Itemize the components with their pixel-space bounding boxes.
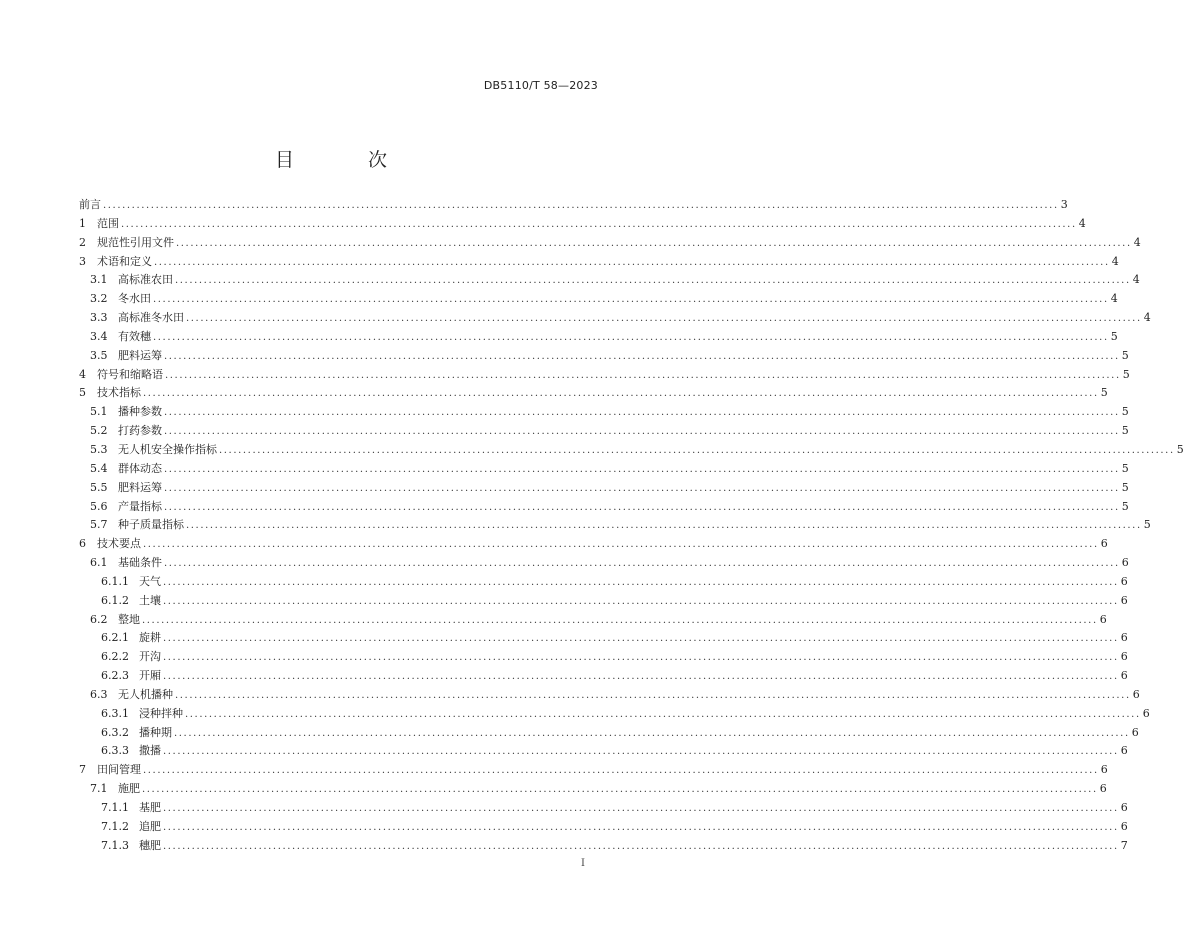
- toc-entry-title: 符号和缩略语: [97, 367, 163, 381]
- toc-entry[interactable]: [79, 648, 1128, 667]
- dot-leader: ........................................................................................................................................................................................................: [163, 840, 1119, 852]
- toc-entry[interactable]: [79, 271, 1140, 290]
- dot-leader: ........................................................................................................................................................................................................: [163, 803, 1119, 814]
- toc-entry-title: 基肥: [139, 801, 161, 814]
- toc-entry[interactable]: [79, 837, 1128, 856]
- toc-entry[interactable]: [79, 498, 1129, 517]
- toc-entry-label: [79, 253, 152, 272]
- toc-entry-title: 范围: [97, 216, 119, 230]
- toc-entry-label: [79, 215, 119, 234]
- table-of-contents: [79, 196, 1184, 856]
- toc-entry-number: 1: [79, 216, 86, 230]
- toc-entry-title: 群体动态: [118, 461, 162, 475]
- dot-leader: ........................................................................................................................................................................................................: [164, 426, 1120, 438]
- toc-entry[interactable]: [79, 347, 1129, 366]
- toc-entry-label: [79, 535, 141, 554]
- toc-entry-label: [79, 592, 161, 611]
- toc-entry[interactable]: [79, 554, 1129, 573]
- toc-entry-label: [79, 573, 161, 592]
- toc-entry-label: [79, 347, 162, 366]
- toc-entry-label: [79, 460, 162, 479]
- toc-entry-number: 3.3: [90, 311, 108, 325]
- toc-entry-label: [79, 705, 183, 724]
- page-number: I: [581, 858, 585, 869]
- toc-entry[interactable]: [79, 742, 1128, 761]
- toc-entry-label: [79, 554, 162, 573]
- toc-entry-page: 6: [1120, 744, 1128, 758]
- toc-entry[interactable]: [79, 479, 1129, 498]
- dot-leader: ........................................................................................................................................................................................................: [163, 576, 1119, 588]
- toc-entry-title: 开厢: [139, 669, 161, 683]
- toc-entry-page: 4: [1078, 216, 1086, 230]
- toc-entry-number: 3: [79, 254, 86, 268]
- toc-entry-title: 肥料运筹: [118, 480, 162, 494]
- dot-leader: ........................................................................................................................................................................................................: [175, 275, 1131, 287]
- toc-entry-title: 规范性引用文件: [97, 235, 174, 249]
- toc-entry[interactable]: [79, 686, 1140, 705]
- toc-entry-label: [79, 686, 173, 705]
- dot-leader: ........................................................................................................................................................................................................: [164, 463, 1120, 475]
- toc-entry-label: [79, 328, 151, 347]
- toc-entry[interactable]: [79, 253, 1119, 272]
- dot-leader: ........................................................................................................................................................................................................: [163, 746, 1119, 758]
- toc-entry-page: 5: [1121, 461, 1129, 475]
- toc-entry[interactable]: [79, 780, 1107, 799]
- dot-leader: ........................................................................................................................................................................................................: [163, 633, 1119, 645]
- toc-entry-title: 冬水田: [118, 292, 151, 306]
- toc-entry-page: 6: [1120, 631, 1128, 645]
- toc-entry-page: 6: [1120, 593, 1128, 607]
- toc-entry-number: 3.2: [90, 292, 108, 306]
- toc-entry-number: 6: [79, 537, 86, 551]
- dot-leader: ........................................................................................................................................................................................................: [142, 614, 1098, 626]
- dot-leader: ........................................................................................................................................................................................................: [163, 671, 1119, 683]
- toc-entry-number: 6.1.1: [101, 574, 129, 588]
- toc-entry[interactable]: [79, 384, 1108, 403]
- dot-leader: ........................................................................................................................................................................................................: [164, 558, 1120, 570]
- toc-entry-number: 5.6: [90, 499, 108, 513]
- toc-entry[interactable]: [79, 705, 1150, 724]
- toc-entry-title: 种子质量指标: [118, 518, 184, 532]
- toc-entry-title: 穗肥: [139, 838, 161, 852]
- toc-entry-page: 5: [1121, 405, 1129, 419]
- toc-entry-number: 6.3.1: [101, 706, 129, 720]
- toc-entry-label: [79, 799, 161, 818]
- dot-leader: ........................................................................................................................................................................................................: [153, 331, 1109, 343]
- toc-entry-title: 基础条件: [118, 556, 162, 570]
- toc-entry-page: 6: [1099, 612, 1107, 626]
- toc-entry-title: 开沟: [139, 650, 161, 664]
- toc-entry-page: 6: [1132, 687, 1140, 701]
- toc-entry-number: 7.1.1: [101, 801, 129, 814]
- toc-entry[interactable]: [79, 403, 1129, 422]
- toc-entry-page: 4: [1110, 292, 1118, 306]
- toc-entry-page: 5: [1100, 386, 1108, 400]
- toc-entry-title: 旋耕: [139, 631, 161, 645]
- toc-entry[interactable]: [79, 422, 1129, 441]
- toc-entry-title: 肥料运筹: [118, 348, 162, 362]
- toc-entry-label: [79, 667, 161, 686]
- dot-leader: ........................................................................................................................................................................................................: [164, 350, 1120, 362]
- toc-entry-page: 6: [1120, 819, 1128, 833]
- dot-leader: ........................................................................................................................................................................................................: [186, 520, 1142, 532]
- toc-entry[interactable]: [79, 328, 1118, 347]
- toc-entry-page: 6: [1142, 706, 1150, 720]
- dot-leader: ........................................................................................................................................................................................................: [121, 218, 1077, 230]
- toc-entry[interactable]: [79, 366, 1130, 385]
- toc-entry-page: 6: [1120, 801, 1128, 814]
- toc-entry-number: 7: [79, 763, 86, 777]
- toc-entry-label: [79, 516, 184, 535]
- toc-entry[interactable]: [79, 309, 1151, 328]
- toc-entry-label: [79, 479, 162, 498]
- toc-entry-label: [79, 403, 162, 422]
- toc-entry-title: 技术要点: [97, 537, 141, 551]
- toc-entry-title: 田间管理: [97, 763, 141, 777]
- toc-entry[interactable]: [79, 516, 1151, 535]
- dot-leader: ........................................................................................................................................................................................................: [185, 708, 1141, 720]
- toc-entry-label: [79, 629, 161, 648]
- toc-entry-title: 播种期: [139, 725, 172, 739]
- toc-entry-number: 5.3: [90, 442, 108, 456]
- toc-entry-number: 3.5: [90, 348, 108, 362]
- toc-entry-page: 6: [1100, 537, 1108, 551]
- dot-leader: ........................................................................................................................................................................................................: [163, 821, 1119, 833]
- toc-entry-page: 5: [1121, 499, 1129, 513]
- toc-entry-number: 6.3: [90, 687, 108, 701]
- toc-entry-number: 6.2.3: [101, 669, 129, 683]
- toc-entry-title: 整地: [118, 612, 140, 626]
- toc-entry-page: 5: [1121, 424, 1129, 438]
- toc-entry-number: 6.2.1: [101, 631, 129, 645]
- toc-entry-page: 6: [1099, 782, 1107, 796]
- toc-entry-title: 天气: [139, 574, 161, 588]
- toc-entry[interactable]: [79, 629, 1128, 648]
- toc-entry-title: 土壤: [139, 593, 161, 607]
- toc-entry-page: 5: [1122, 367, 1130, 381]
- toc-entry-number: 6.3.3: [101, 744, 129, 758]
- toc-entry-title: 播种参数: [118, 405, 162, 419]
- toc-entry-page: 4: [1143, 311, 1151, 325]
- toc-entry-label: [79, 742, 161, 761]
- toc-entry-title: 高标准冬水田: [118, 311, 184, 325]
- toc-entry-label: [79, 837, 161, 856]
- toc-entry[interactable]: [79, 196, 1068, 215]
- toc-entry-number: 5.1: [90, 405, 108, 419]
- document-code: DB5110/T 58—2023: [483, 79, 598, 92]
- toc-entry-number: 3.1: [90, 273, 108, 287]
- toc-entry-label: [79, 422, 162, 441]
- toc-entry-number: 5: [79, 386, 86, 400]
- toc-entry-label: [79, 724, 172, 743]
- dot-leader: ........................................................................................................................................................................................................: [154, 256, 1110, 268]
- toc-entry-title: 前言: [79, 198, 101, 211]
- toc-entry-number: 5.4: [90, 461, 108, 475]
- toc-entry-number: 7.1.3: [101, 838, 129, 852]
- toc-entry[interactable]: [79, 290, 1118, 309]
- dot-leader: ........................................................................................................................................................................................................: [103, 200, 1059, 211]
- toc-entry[interactable]: [79, 460, 1129, 479]
- toc-entry-number: 7.1: [90, 782, 108, 796]
- toc-entry-number: 6.2.2: [101, 650, 129, 664]
- toc-entry-number: 6.1.2: [101, 593, 129, 607]
- toc-entry-number: 6.1: [90, 556, 108, 570]
- toc-entry-label: [79, 648, 161, 667]
- toc-entry-label: [79, 366, 163, 385]
- toc-entry-label: [79, 309, 184, 328]
- toc-entry[interactable]: [79, 535, 1108, 554]
- toc-entry-title: 施肥: [118, 782, 140, 796]
- toc-entry-label: [79, 271, 173, 290]
- dot-leader: ........................................................................................................................................................................................................: [143, 539, 1099, 551]
- toc-entry[interactable]: [79, 761, 1108, 780]
- toc-entry[interactable]: [79, 234, 1141, 253]
- toc-entry[interactable]: [79, 441, 1184, 460]
- toc-entry-number: 6.2: [90, 612, 108, 626]
- dot-leader: ........................................................................................................................................................................................................: [176, 237, 1132, 249]
- toc-entry-title: 无人机播种: [118, 687, 173, 701]
- dot-leader: ........................................................................................................................................................................................................: [219, 444, 1175, 456]
- toc-entry-page: 4: [1111, 254, 1119, 268]
- toc-entry-number: 7.1.2: [101, 819, 129, 833]
- toc-entry-label: [79, 290, 151, 309]
- dot-leader: ........................................................................................................................................................................................................: [143, 388, 1099, 400]
- toc-entry-title: 无人机安全操作指标: [118, 442, 217, 456]
- toc-entry-page: 6: [1120, 669, 1128, 683]
- toc-entry-page: 3: [1060, 198, 1068, 211]
- toc-entry-page: 5: [1110, 329, 1118, 343]
- toc-entry-page: 6: [1121, 556, 1129, 570]
- toc-entry-title: 产量指标: [118, 499, 162, 513]
- toc-entry[interactable]: [79, 215, 1086, 234]
- toc-entry-title: 追肥: [139, 819, 161, 833]
- dot-leader: ........................................................................................................................................................................................................: [153, 294, 1109, 306]
- toc-entry-label: [79, 761, 141, 780]
- toc-entry-number: 3.4: [90, 329, 108, 343]
- toc-entry-page: 5: [1176, 442, 1184, 456]
- toc-entry-label: [79, 384, 141, 403]
- dot-leader: ........................................................................................................................................................................................................: [143, 765, 1099, 777]
- toc-entry[interactable]: [79, 818, 1128, 837]
- toc-entry-title: 术语和定义: [97, 254, 152, 268]
- toc-entry-page: 6: [1120, 574, 1128, 588]
- dot-leader: ........................................................................................................................................................................................................: [164, 482, 1120, 494]
- dot-leader: ........................................................................................................................................................................................................: [174, 727, 1130, 739]
- toc-entry[interactable]: [79, 611, 1107, 630]
- dot-leader: ........................................................................................................................................................................................................: [163, 652, 1119, 664]
- toc-entry-title: 浸种拌种: [139, 706, 183, 720]
- toc-entry-number: 4: [79, 367, 86, 381]
- dot-leader: ........................................................................................................................................................................................................: [164, 407, 1120, 419]
- toc-entry-page: 4: [1133, 235, 1141, 249]
- toc-entry-label: [79, 780, 140, 799]
- toc-entry-page: 6: [1100, 763, 1108, 777]
- dot-leader: ........................................................................................................................................................................................................: [164, 501, 1120, 513]
- toc-entry[interactable]: [79, 667, 1128, 686]
- toc-entry-page: 5: [1121, 348, 1129, 362]
- dot-leader: ........................................................................................................................................................................................................: [175, 689, 1131, 701]
- dot-leader: ........................................................................................................................................................................................................: [165, 369, 1121, 381]
- dot-leader: ........................................................................................................................................................................................................: [163, 595, 1119, 607]
- toc-entry-page: 6: [1131, 725, 1139, 739]
- toc-entry-label: [79, 818, 161, 837]
- toc-entry-number: 6.3.2: [101, 725, 129, 739]
- toc-entry-label: [79, 611, 140, 630]
- toc-entry-title: 撒播: [139, 744, 161, 758]
- toc-entry-label: [79, 441, 217, 460]
- toc-entry-page: 4: [1132, 273, 1140, 287]
- toc-entry[interactable]: [79, 592, 1128, 611]
- toc-entry-number: 5.2: [90, 424, 108, 438]
- toc-entry-number: 5.5: [90, 480, 108, 494]
- toc-entry[interactable]: [79, 573, 1128, 592]
- toc-entry-title: 技术指标: [97, 386, 141, 400]
- toc-entry[interactable]: [79, 724, 1139, 743]
- toc-entry-page: 5: [1143, 518, 1151, 532]
- page-title: 目 次: [274, 149, 422, 171]
- toc-entry-label: [79, 196, 101, 215]
- toc-entry[interactable]: [79, 799, 1128, 818]
- toc-entry-page: 5: [1121, 480, 1129, 494]
- toc-entry-page: 6: [1120, 650, 1128, 664]
- toc-entry-number: 5.7: [90, 518, 108, 532]
- dot-leader: ........................................................................................................................................................................................................: [142, 784, 1098, 796]
- toc-entry-title: 有效穗: [118, 329, 151, 343]
- toc-entry-number: 2: [79, 235, 86, 249]
- dot-leader: ........................................................................................................................................................................................................: [186, 313, 1142, 325]
- toc-entry-title: 打药参数: [118, 424, 162, 438]
- toc-entry-label: [79, 498, 162, 517]
- toc-entry-label: [79, 234, 174, 253]
- toc-entry-page: 7: [1120, 838, 1128, 852]
- toc-entry-title: 高标准农田: [118, 273, 173, 287]
